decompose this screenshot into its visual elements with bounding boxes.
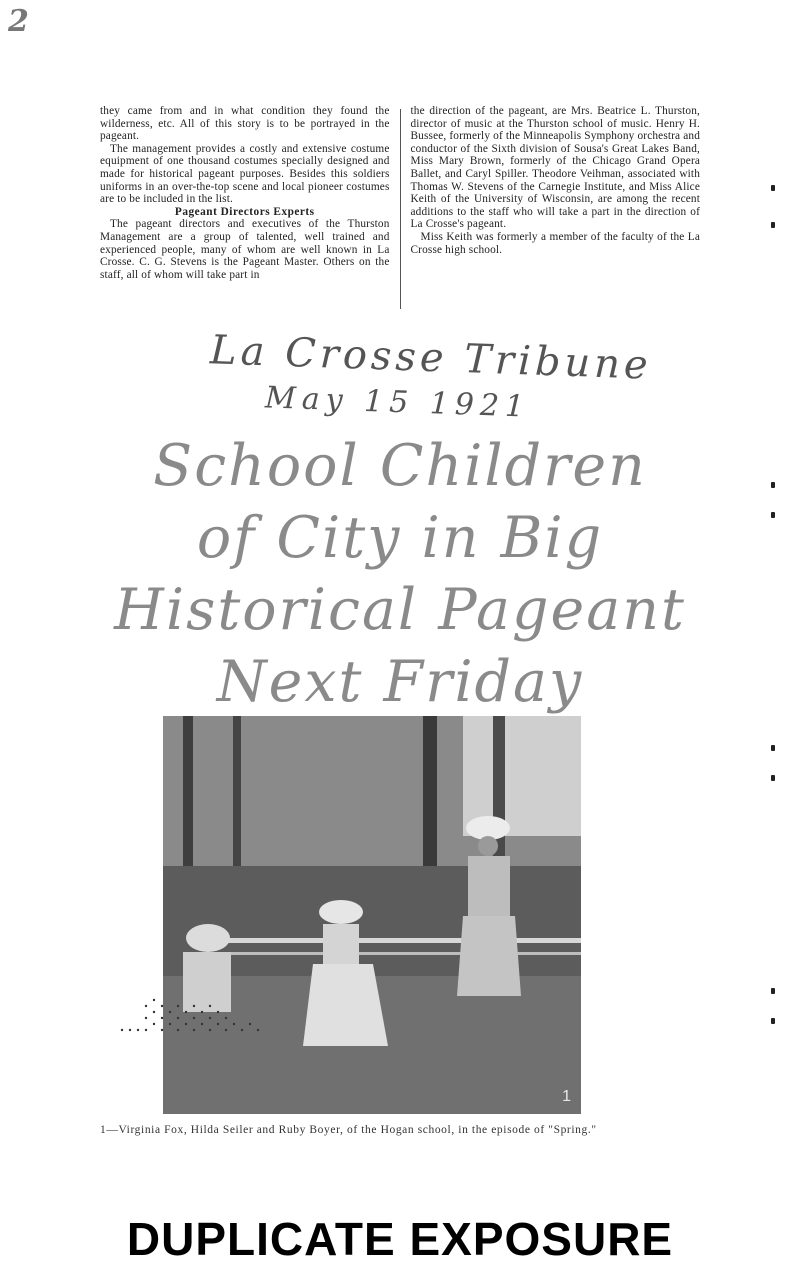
article-paragraph: they came from and in what condition they found the wilderness, etc. All of this story is to be portrayed in the pageant.	[100, 105, 390, 143]
article-left-column	[100, 105, 390, 325]
article-subhead: Pageant Directors Experts	[174, 205, 315, 218]
photo-caption	[72, 1124, 672, 1137]
page-number: 2	[8, 4, 29, 39]
margin-mark	[771, 775, 775, 781]
headline-line: of City in Big	[196, 505, 604, 571]
handwritten-date: May 15 1921	[264, 380, 531, 425]
margin-mark	[771, 185, 775, 191]
article-paragraph: The pageant directors and executives of the Thurston Management are a group of talented, well trained and experienced people, many of whom are well known in La Crosse. C. G. Stevens is the Pageant Master. Others on the staff, all of whom will take part in	[100, 218, 390, 281]
halftone-dots	[118, 996, 268, 1040]
headline-line: Next Friday	[216, 649, 584, 715]
photo-scene	[163, 716, 581, 1114]
headline-line: Historical Pageant	[114, 577, 686, 643]
margin-mark	[771, 222, 775, 228]
margin-mark	[771, 482, 775, 488]
caption-text: 1—Virginia Fox, Hilda Seiler and Ruby Boyer, of the Hogan school, in the episode of "Spring."	[100, 1124, 597, 1136]
column-divider	[400, 109, 401, 309]
margin-mark	[771, 988, 775, 994]
article-paragraph: Miss Keith was formerly a member of the faculty of the La Crosse high school.	[410, 230, 701, 256]
handwritten-newspaper-name: La Crosse Tribune	[209, 327, 653, 389]
margin-mark	[771, 512, 775, 518]
duplicate-exposure-stamp: DUPLICATE EXPOSURE	[126, 1213, 674, 1265]
photo-number: 1	[562, 1088, 571, 1105]
article-paragraph: the direction of the pageant, are Mrs. Beatrice L. Thurston, director of music at the Thurston school of music. Henry H. Bussee, formerly of the Minneapolis Symphony orchestra and conductor of the Sixth division of Sousa's Great Lakes Band, Miss Mary Brown, formerly of the Chicago Grand Opera Ballet, and Caryl Spiller. Theodore Veihman, associated with Thomas W. Stevens of the Carnegie Institute, and Miss Alice Keith of the University of Wisconsin, are among the recent additions to the staff who will take a part in the direction of La Crosse's pageant.	[410, 105, 701, 231]
margin-mark	[771, 1018, 775, 1024]
article-right-column	[411, 105, 701, 325]
article-paragraph: The management provides a costly and extensive costume equipment of one thousand costumes specially designed and made for historical pageant purposes. Besides this soldiers uniforms in an over-the-top scene and local pioneer costumes are to be included in the list.	[100, 142, 390, 206]
headline-line: School Children	[153, 433, 647, 499]
article-text-columns	[100, 105, 700, 325]
headline	[70, 430, 730, 718]
pageant-photograph	[163, 716, 581, 1114]
margin-mark	[771, 745, 775, 751]
